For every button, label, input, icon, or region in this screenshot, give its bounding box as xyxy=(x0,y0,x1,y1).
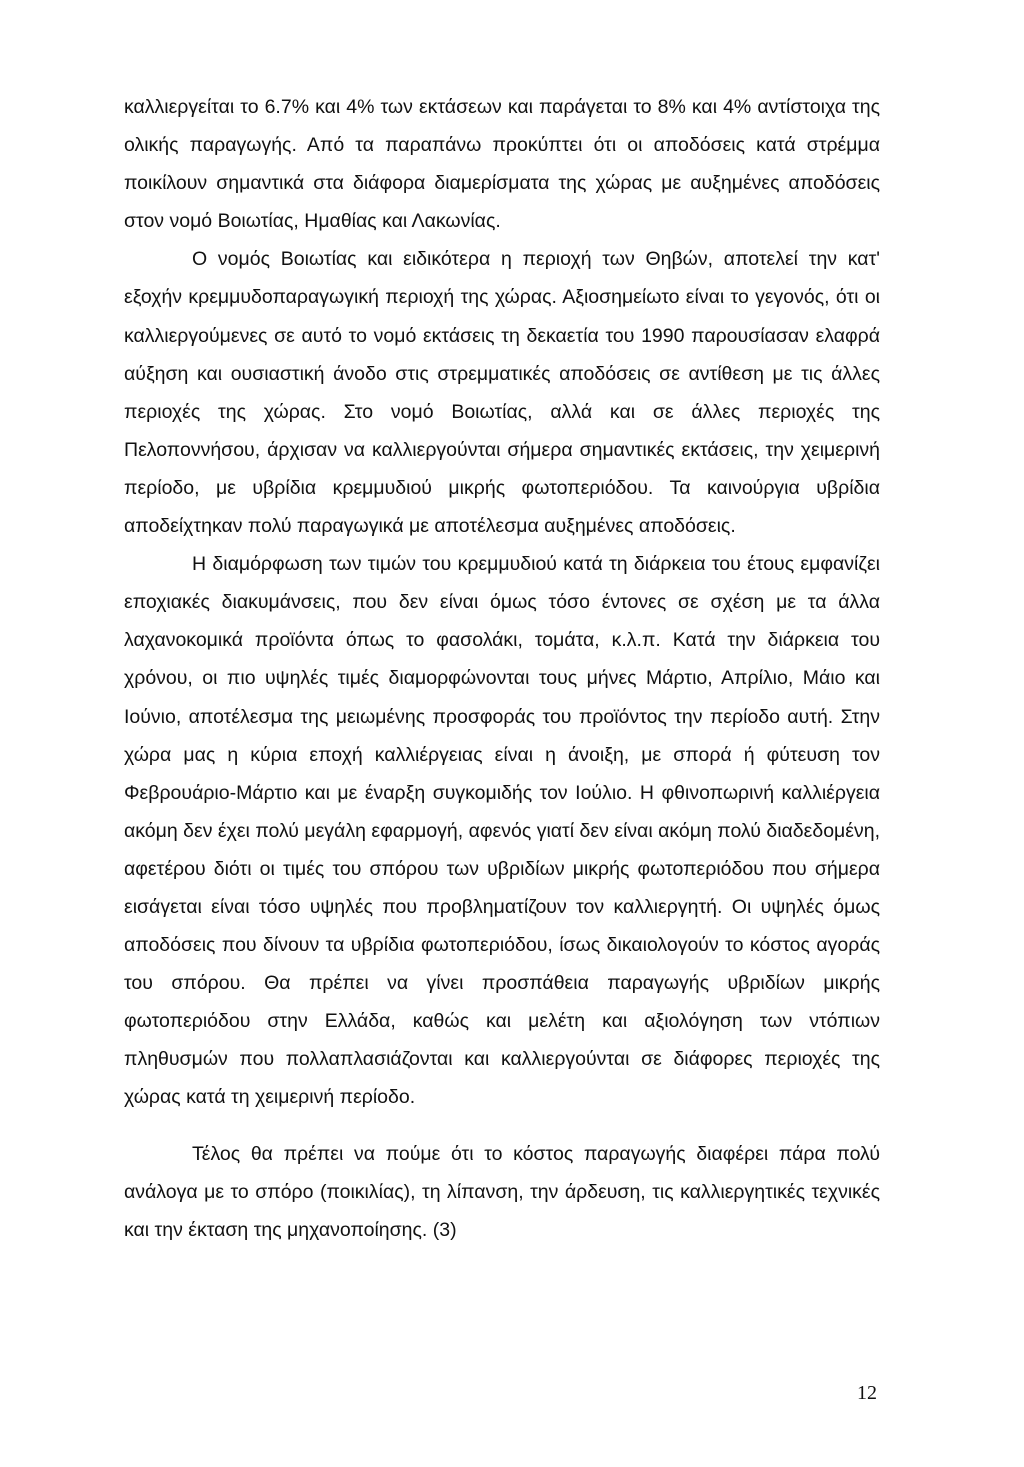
paragraph-gap xyxy=(124,1117,880,1135)
body-text xyxy=(124,88,880,1249)
paragraph-cost: Τέλος θα πρέπει να πούμε ότι το κόστος παραγωγής διαφέρει πάρα πολύ ανάλογα με το σπόρο (ποικιλίας), τη λίπανση, την άρδευση, τις καλλιεργητικές τεχνικές και την έκταση της μηχανοποίησης. (3) xyxy=(124,1142,880,1241)
paragraph-voiotia: Ο νομός Βοιωτίας και ειδικότερα η περιοχή των Θηβών, αποτελεί την κατ' εξοχήν κρεμμυδοπαραγωγική περιοχή της χώρας. Αξιοσημείωτο είναι το γεγονός, ότι οι καλλιεργούμενες σε αυτό το νομό εκτάσεις τη δεκαετία του 1990 παρουσίασαν ελαφρά αύξηση και ουσιαστική άνοδο στις στρεμματικές αποδόσεις σε αντίθεση με τις άλλες περιοχές της χώρας. Στο νομό Βοιωτίας, αλλά και σε άλλες περιοχές της Πελοποννήσου, άρχισαν να καλλιεργούνται σήμερα σημαντικές εκτάσεις, την χειμερινή περίοδο, με υβρίδια κρεμμυδιού μικρής φωτοπεριόδου. Τα καινούργια υβρίδια αποδείχτηκαν πολύ παραγωγικά με αποτέλεσμα αυξημένες αποδόσεις. xyxy=(124,248,880,538)
paragraph-continuation: καλλιεργείται το 6.7% και 4% των εκτάσεων και παράγεται το 8% και 4% αντίστοιχα της ολικής παραγωγής. Από τα παραπάνω προκύπτει ότι οι αποδόσεις κατά στρέμμα ποικίλουν σημαντικά στα διάφορα διαμερίσματα της χώρας με αυξημένες αποδόσεις στον νομό Βοιωτίας, Ημαθίας και Λακωνίας. xyxy=(124,96,880,233)
page-number: 12 xyxy=(857,1382,877,1404)
paragraph-prices: Η διαμόρφωση των τιμών του κρεμμυδιού κατά τη διάρκεια του έτους εμφανίζει εποχιακές διακυμάνσεις, που δεν είναι όμως τόσο έντονες σε σχέση με τα άλλα λαχανοκομικά προϊόντα όπως το φασολάκι, τομάτα, κ.λ.π. Κατά την διάρκεια του χρόνου, οι πιο υψηλές τιμές διαμορφώνονται τους μήνες Μάρτιο, Απρίλιο, Μάιο και Ιούνιο, αποτέλεσμα της μειωμένης προσφοράς του προϊόντος την περίοδο αυτή. Στην χώρα μας η κύρια εποχή καλλιέργειας είναι η άνοιξη, με σπορά ή φύτευση τον Φεβρουάριο-Μάρτιο και με έναρξη συγκομιδής τον Ιούλιο. Η φθινοπωρινή καλλιέργεια ακόμη δεν έχει πολύ μεγάλη εφαρμογή, αφενός γιατί δεν είναι ακόμη πολύ διαδεδομένη, αφετέρου διότι οι τιμές του σπόρου των υβριδίων μικρής φωτοπεριόδου που σήμερα εισάγεται είναι τόσο υψηλές που προβληματίζουν τον καλλιεργητή. Οι υψηλές όμως αποδόσεις που δίνουν τα υβρίδια φωτοπεριόδου, ίσως δικαιολογούν το κόστος αγοράς του σπόρου. Θα πρέπει να γίνει προσπάθεια παραγωγής υβριδίων μικρής φωτοπεριόδου στην Ελλάδα, καθώς και μελέτη και αξιολόγηση των ντόπιων πληθυσμών που πολλαπλασιάζονται και καλλιεργούνται σε διάφορες περιοχές της χώρας κατά τη χειμερινή περίοδο. xyxy=(124,553,880,1109)
